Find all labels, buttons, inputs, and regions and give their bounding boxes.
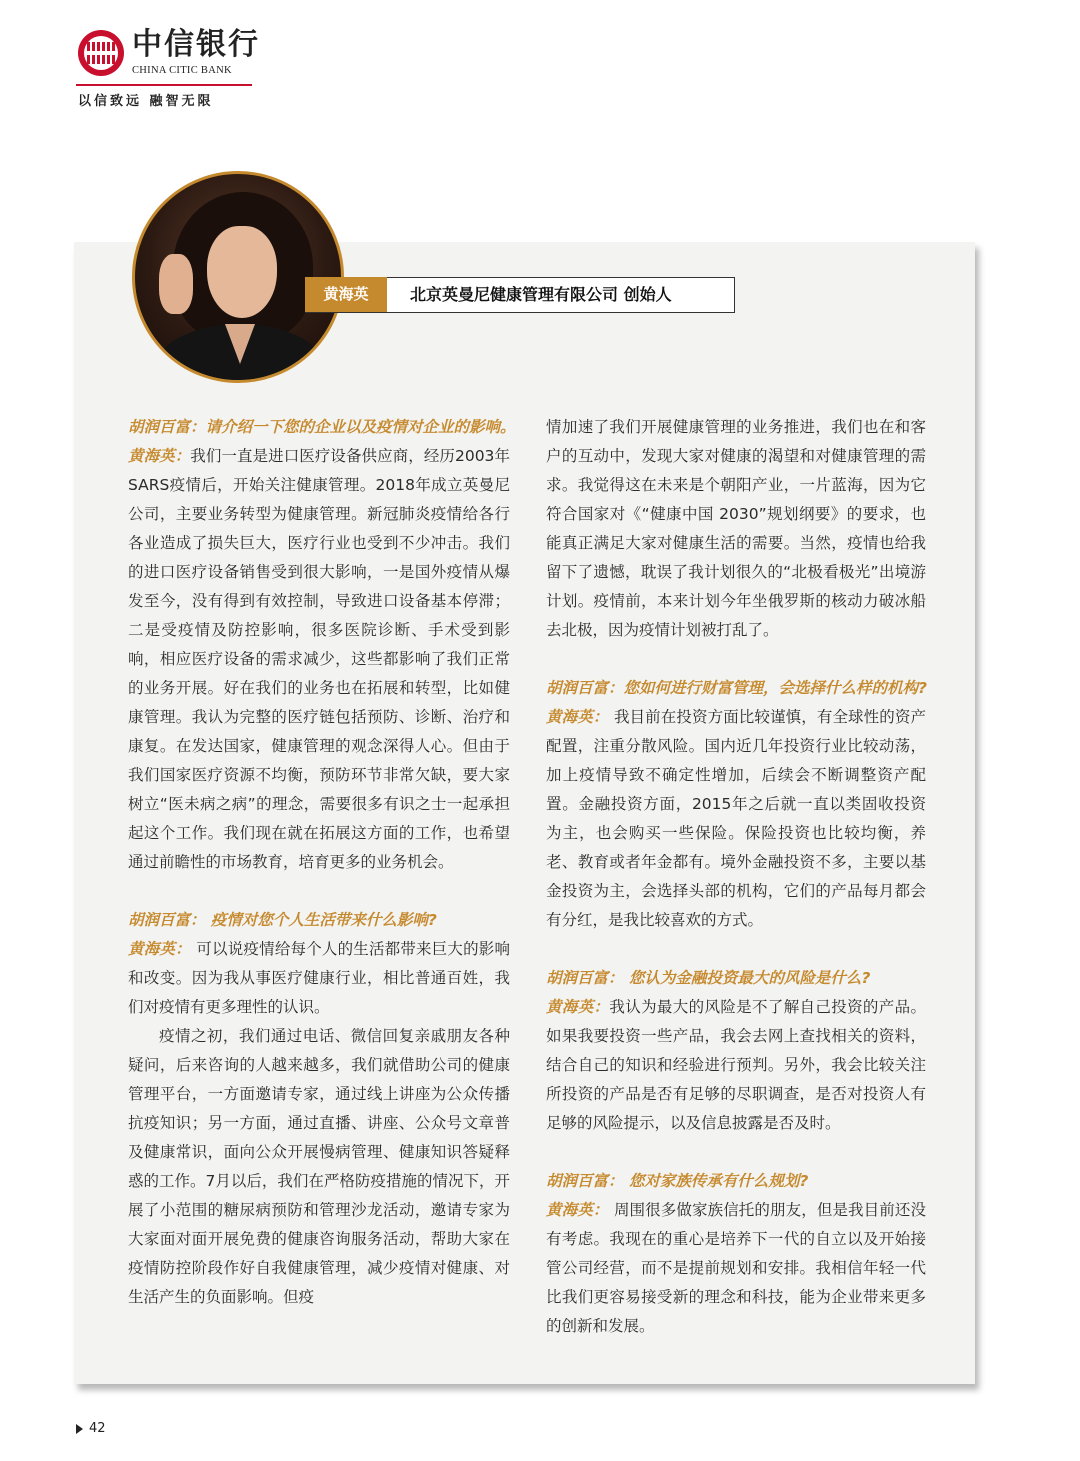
answer-text: 我认为最大的风险是不了解自己投资的产品。如果我要投资一些产品，我会去网上查找相关的资料，结合自己的知识和经验进行预判。另外，我会比较关注所投资的产品是否有足够的尽职调查，是否对投资人有足够的风险提示，以及信息披露是否及时。 [546, 998, 926, 1132]
interview-answer [128, 935, 510, 1022]
speaker-label: 黄海英： [128, 940, 197, 958]
interviewee-title: 北京英曼尼健康管理有限公司 创始人 [410, 285, 672, 304]
triangle-icon [76, 1424, 83, 1434]
interview-answer [546, 1196, 926, 1341]
right-column [546, 413, 926, 1341]
interview-question: 胡润百富： 您认为金融投资最大的风险是什么? [546, 969, 871, 987]
body-paragraph: 情加速了我们开展健康管理的业务推进，我们也在和客户的互动中，发现大家对健康的渴望和对健康管理的需求。我觉得这在未来是个朝阳产业，一片蓝海，因为它符合国家对《“健康中国 2030”规划纲要》的要求，也能真正满足大家对健康生活的需要。当然，疫情也给我留下了遗憾，耽误了我计划很久的“北极看极光”出境游计划。疫情前，本来计划今年坐俄罗斯的核动力破冰船去北极，因为疫情计划被打乱了。 [546, 418, 926, 639]
answer-text: 我们一直是进口医疗设备供应商，经历2003年SARS疫情后，开始关注健康管理。2018年成立英曼尼公司，主要业务转型为健康管理。新冠肺炎疫情给各行各业造成了损失巨大，医疗行业也受到不少冲击。我们的进口医疗设备销售受到很大影响，一是国外疫情从爆发至今，没有得到有效控制，导致进口设备基本停滞；二是受疫情及防控影响，很多医院诊断、手术受到影响，相应医疗设备的需求减少，这些都影响了我们正常的业务开展。好在我们的业务也在拓展和转型，比如健康管理。我认为完整的医疗链包括预防、诊断、治疗和康复。在发达国家，健康管理的观念深得人心。但由于我们国家医疗资源不均衡，预防环节非常欠缺，要大家树立“医未病之病”的理念，需要很多有识之士一起承担起这个工作。我们现在就在拓展这方面的工作，也希望通过前瞻性的市场教育，培育更多的业务机会。 [128, 447, 510, 871]
page-number [76, 1421, 106, 1436]
interview-question: 胡润百富：您如何进行财富管理，会选择什么样的机构? [546, 679, 927, 697]
interview-question: 胡润百富： 疫情对您个人生活带来什么影响? [128, 911, 437, 929]
interviewee-name: 黄海英 [305, 277, 387, 312]
bank-slogan: 以信致远 融智无限 [78, 94, 214, 109]
body-paragraph: 疫情之初，我们通过电话、微信回复亲戚朋友各种疑问，后来咨询的人越来越多，我们就借助公司的健康管理平台，一方面邀请专家，通过线上讲座为公众传播抗疫知识；另一方面，通过直播、讲座、公众号文章普及健康常识，面向公众开展慢病管理、健康知识答疑释惑的工作。7月以后，我们在严格防疫措施的情况下，开展了小范围的糖尿病预防和管理沙龙活动，邀请专家为大家面对面开展免费的健康咨询服务活动，帮助大家在疫情防控阶段作好自我健康管理，减少疫情对健康、对生活产生的负面影响。但疫 [128, 1027, 510, 1306]
speaker-label: 黄海英： [546, 998, 610, 1016]
speaker-label: 黄海英： [546, 1201, 614, 1219]
bank-name-en: CHINA CITIC BANK [132, 65, 232, 76]
logo-divider [76, 84, 252, 86]
speaker-label: 黄海英： [128, 447, 191, 465]
paragraph-gap [546, 1138, 926, 1167]
interview-answer [546, 993, 926, 1138]
speaker-label: 黄海英： [546, 708, 614, 726]
citic-logo-icon [76, 28, 126, 78]
left-column [128, 413, 516, 1312]
bank-logo [76, 24, 266, 109]
paragraph-gap [546, 645, 926, 674]
paragraph-gap [546, 935, 926, 964]
name-plate [305, 277, 735, 313]
interview-question: 胡润百富：请介绍一下您的企业以及疫情对企业的影响。 [128, 418, 516, 436]
answer-text: 周围很多做家族信托的朋友，但是我目前还没有考虑。我现在的重心是培养下一代的自立以及开始接管公司经营，而不是提前规划和安排。我相信年轻一代比我们更容易接受新的理念和科技，能为企业带来更多的创新和发展。 [546, 1201, 926, 1335]
page-number-text: 42 [89, 1421, 106, 1436]
answer-text: 可以说疫情给每个人的生活都带来巨大的影响和改变。因为我从事医疗健康行业，相比普通百姓，我们对疫情有更多理性的认识。 [128, 940, 510, 1016]
interview-answer [546, 703, 926, 935]
answer-text: 我目前在投资方面比较谨慎，有全球性的资产配置，注重分散风险。国内近几年投资行业比较动荡，加上疫情导致不确定性增加，后续会不断调整资产配置。金融投资方面，2015年之后就一直以类固收投资为主，也会购买一些保险。保险投资也比较均衡，养老、教育或者年金都有。境外金融投资不多，主要以基金投资为主，会选择头部的机构，它们的产品每月都会有分红，是我比较喜欢的方式。 [546, 708, 926, 929]
paragraph-gap [128, 877, 510, 906]
interview-question: 胡润百富： 您对家族传承有什么规划? [546, 1172, 809, 1190]
interview-answer [128, 442, 510, 877]
bank-name-cn: 中信银行 [132, 27, 260, 62]
